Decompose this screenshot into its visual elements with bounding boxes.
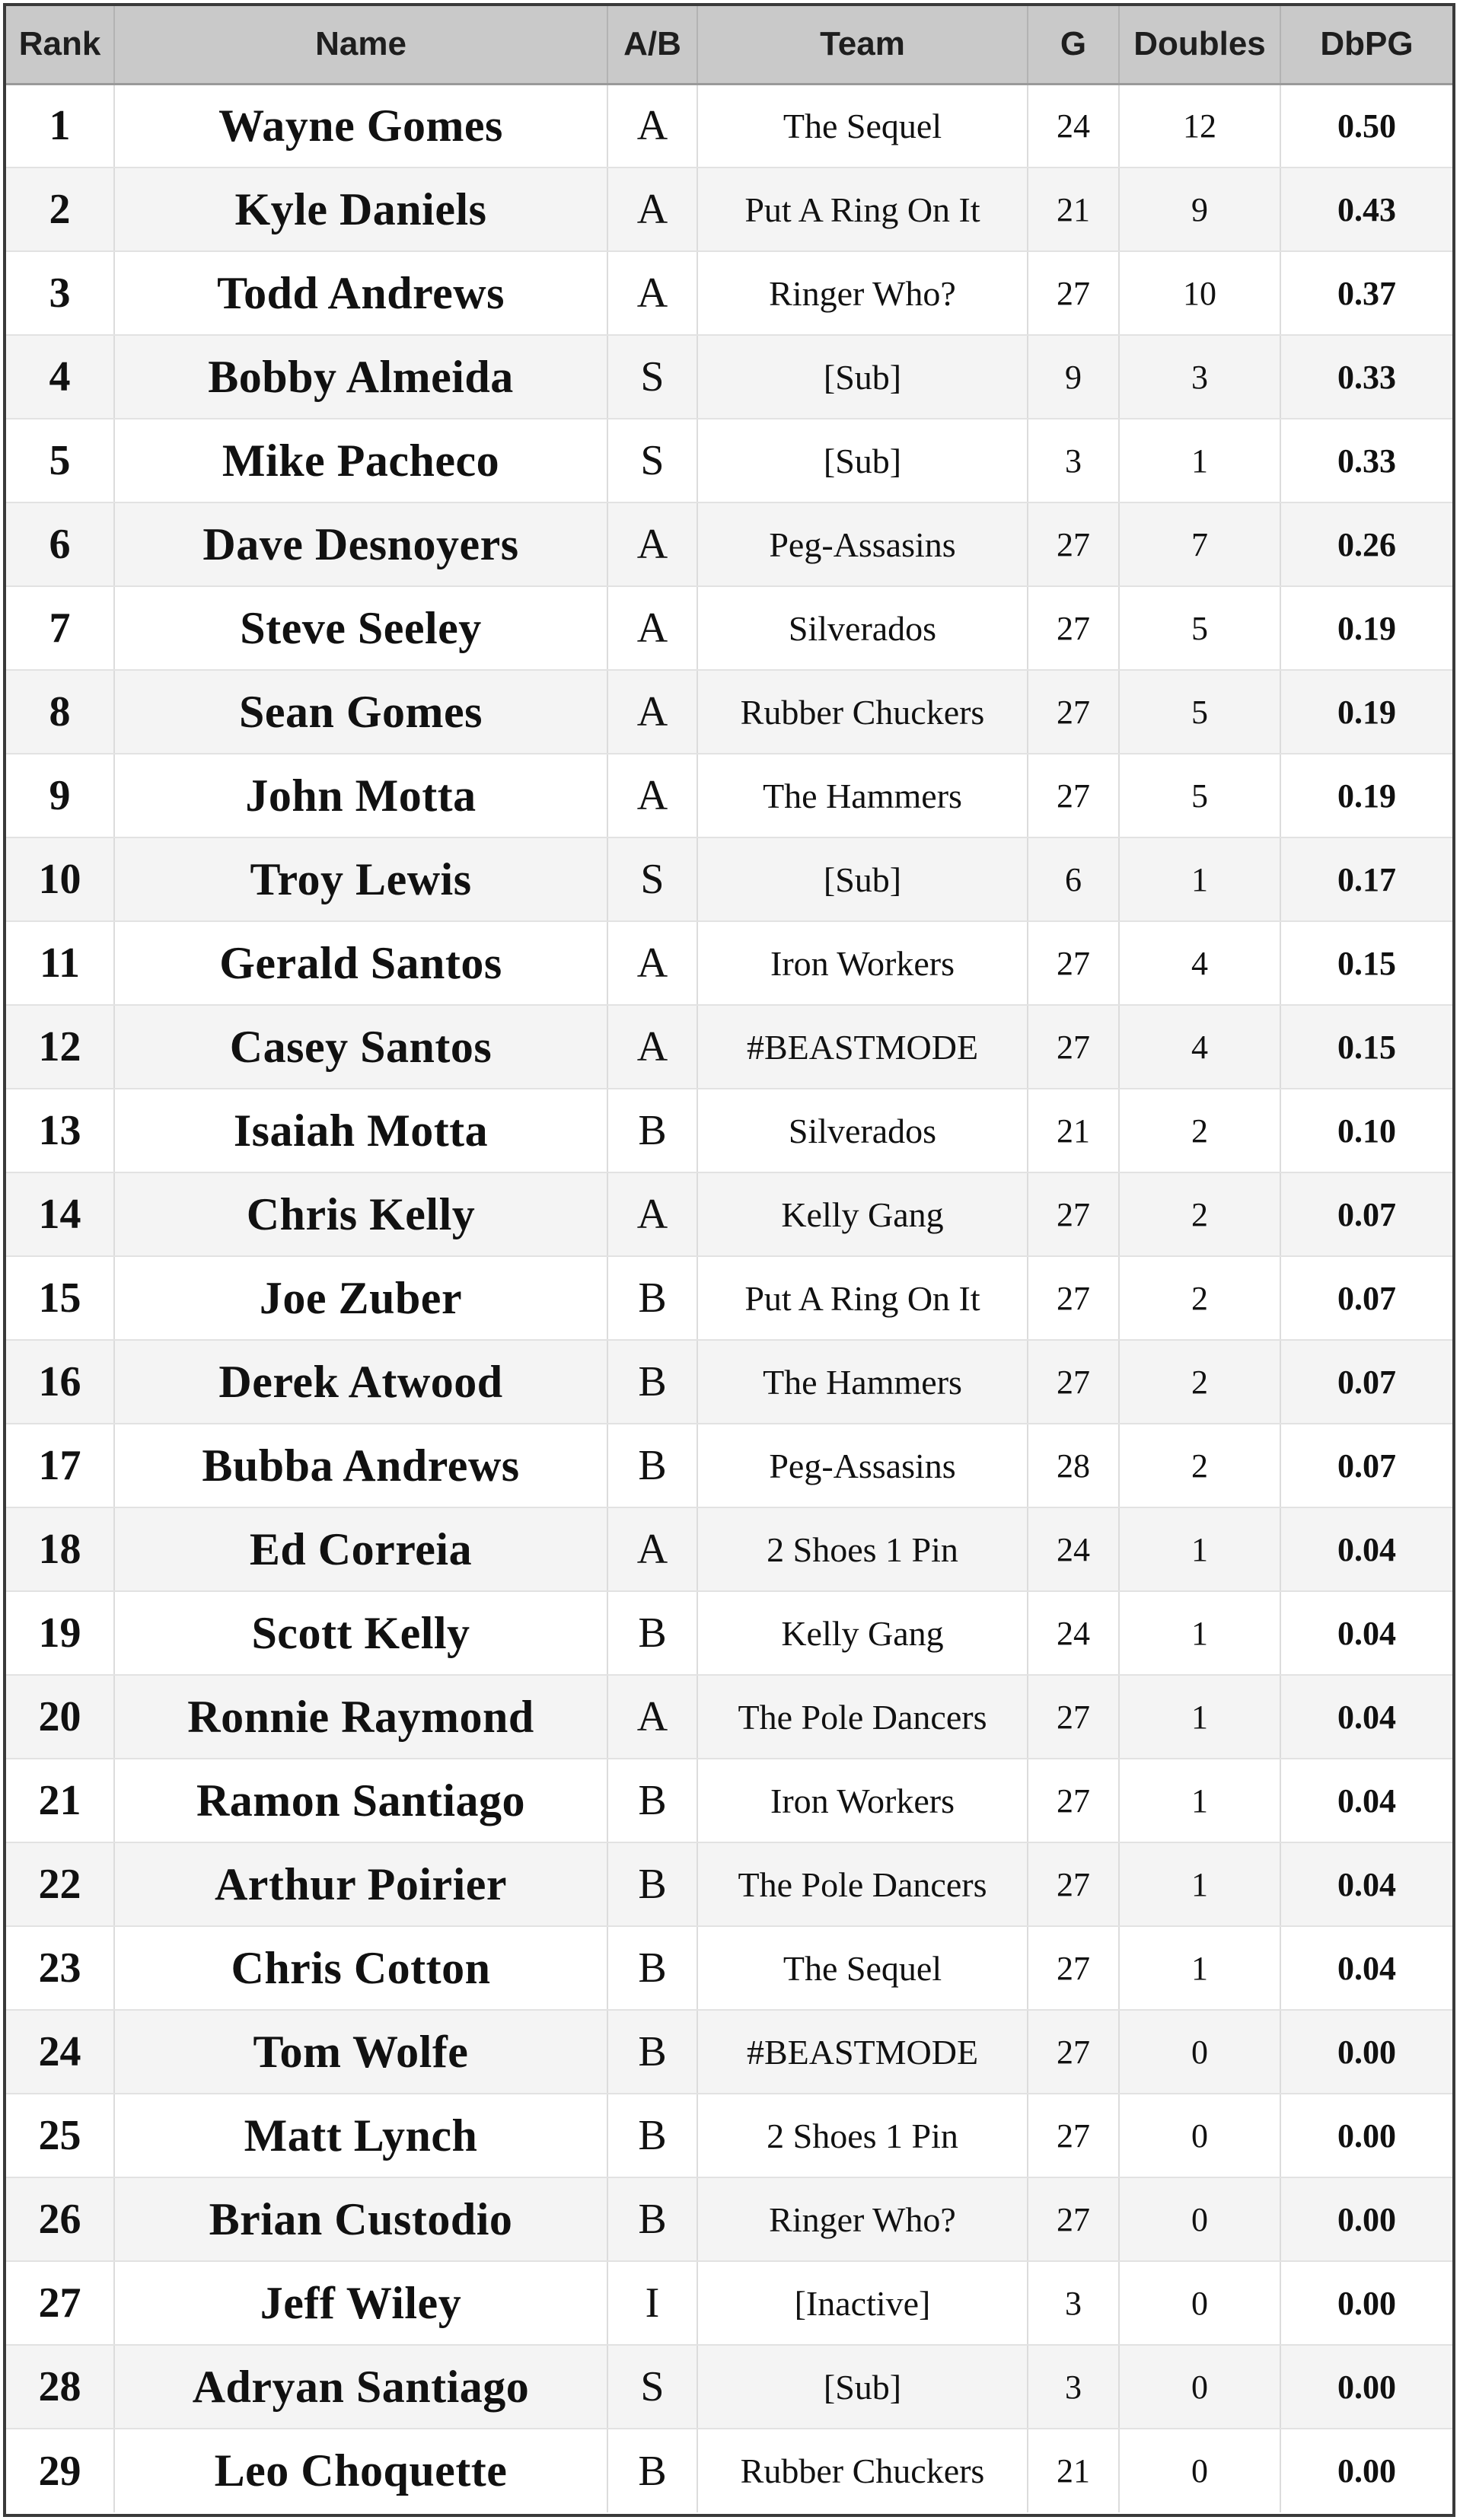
column-header-dbpg: DbPG [1280,6,1452,84]
team-cell: 2 Shoes 1 Pin [697,2094,1028,2177]
table-row [6,921,1452,1005]
rank-cell: 21 [6,1759,114,1842]
column-header-team: Team [697,6,1028,84]
player-name-cell: Troy Lewis [114,837,607,921]
doubles-cell: 1 [1119,1926,1280,2010]
team-cell: [Sub] [697,335,1028,419]
table-row [6,251,1452,335]
player-name-cell: Brian Custodio [114,2177,607,2261]
division-cell: S [607,335,697,419]
games-cell: 27 [1028,754,1119,837]
division-cell: A [607,754,697,837]
player-name-cell: Joe Zuber [114,1256,607,1340]
table-row [6,167,1452,251]
table-row [6,1424,1452,1507]
dbpg-cell: 0.00 [1280,2094,1452,2177]
division-cell: B [607,1424,697,1507]
dbpg-cell: 0.26 [1280,502,1452,586]
doubles-cell: 0 [1119,2261,1280,2345]
table-row [6,2345,1452,2429]
dbpg-cell: 0.00 [1337,2452,1396,2490]
games-cell: 24 [1028,1591,1119,1675]
games-cell: 3 [1028,2345,1119,2429]
doubles-cell: 2 [1119,1256,1280,1340]
table-row [6,1256,1452,1340]
rank-cell: 12 [6,1005,114,1089]
rank-cell: 17 [6,1424,114,1507]
team-cell: [Sub] [697,837,1028,921]
dbpg-cell: 0.19 [1280,586,1452,670]
rank-cell: 19 [6,1591,114,1675]
table-body [6,84,1452,2512]
player-name-cell: Ed Correia [114,1507,607,1591]
team-cell: The Hammers [697,754,1028,837]
dbpg-cell: 0.04 [1280,1842,1452,1926]
doubles-cell: 0 [1119,2094,1280,2177]
dbpg-cell: 0.04 [1280,1759,1452,1842]
games-cell: 27 [1028,1005,1119,1089]
team-cell: #BEASTMODE [697,2010,1028,2094]
dbpg-cell: 0.00 [1280,2177,1452,2261]
dbpg-cell: 0.33 [1280,419,1452,502]
rank-cell: 10 [6,837,114,921]
team-cell: [Inactive] [697,2261,1028,2345]
player-name-cell: Todd Andrews [114,251,607,335]
doubles-cell: 12 [1119,84,1280,167]
player-name-cell: Leo Choquette [114,2429,607,2512]
team-cell: [Sub] [697,419,1028,502]
team-cell: Put A Ring On It [697,1256,1028,1340]
team-cell: Kelly Gang [697,1591,1028,1675]
rank-cell: 4 [6,335,114,419]
rank-cell: 7 [6,586,114,670]
games-cell: 27 [1028,1340,1119,1424]
dbpg-cell: 0.04 [1280,1591,1452,1675]
division-cell: A [607,1675,697,1759]
doubles-cell: 3 [1119,335,1280,419]
table-row [6,335,1452,419]
team-cell: Silverados [697,1089,1028,1172]
player-name-cell: Isaiah Motta [114,1089,607,1172]
team-cell: Silverados [697,586,1028,670]
doubles-cell: 4 [1119,1005,1280,1089]
table-row [6,2429,1452,2512]
division-cell: A [607,251,697,335]
games-cell: 24 [1028,84,1119,167]
table-row [6,2261,1452,2345]
player-name-cell: Dave Desnoyers [114,502,607,586]
games-cell: 6 [1028,837,1119,921]
player-name-cell: Jeff Wiley [114,2261,607,2345]
team-cell: Ringer Who? [697,2177,1028,2261]
games-cell: 27 [1028,1842,1119,1926]
rank-cell: 1 [6,84,114,167]
table-row [6,837,1452,921]
dbpg-cell: 0.15 [1280,1005,1452,1089]
table-row [6,502,1452,586]
player-name-cell: Scott Kelly [114,1591,607,1675]
table-row [6,1591,1452,1675]
division-cell: S [607,2345,697,2429]
division-cell: B [607,1089,697,1172]
team-cell: Iron Workers [697,921,1028,1005]
dbpg-cell: 0.04 [1280,1926,1452,2010]
doubles-cell: 2 [1119,1340,1280,1424]
team-cell: The Hammers [697,1340,1028,1424]
dbpg-cell: 0.00 [1280,2345,1452,2429]
stats-table-container [3,3,1455,2517]
division-cell: A [607,1005,697,1089]
table-row [6,1089,1452,1172]
table-row [6,2177,1452,2261]
column-header-rank: Rank [6,6,114,84]
doubles-cell: 2 [1119,1172,1280,1256]
dbpg-cell: 0.33 [1280,335,1452,419]
division-cell: A [607,1507,697,1591]
doubles-cell: 0 [1119,2345,1280,2429]
team-cell: Rubber Chuckers [697,2429,1028,2512]
games-cell: 27 [1028,1926,1119,2010]
table-row [6,2094,1452,2177]
division-cell: A [607,921,697,1005]
table-row [6,754,1452,837]
doubles-cell: 1 [1119,1591,1280,1675]
doubles-cell: 2 [1119,1089,1280,1172]
rank-cell: 6 [6,502,114,586]
dbpg-cell: 0.07 [1280,1256,1452,1340]
doubles-cell: 10 [1119,251,1280,335]
doubles-cell: 7 [1119,502,1280,586]
doubles-cell: 0 [1119,2177,1280,2261]
games-cell: 27 [1028,2010,1119,2094]
games-cell: 27 [1028,1172,1119,1256]
team-cell: The Sequel [697,84,1028,167]
doubles-cell: 1 [1119,1842,1280,1926]
table-row [6,1507,1452,1591]
rank-cell: 22 [6,1842,114,1926]
dbpg-cell: 0.07 [1280,1340,1452,1424]
dbpg-cell: 0.19 [1280,670,1452,754]
table-row [6,1005,1452,1089]
table-row [6,1675,1452,1759]
table-row [6,84,1452,167]
player-name-cell: Bobby Almeida [114,335,607,419]
header-row [6,6,1452,84]
rank-cell: 29 [6,2429,114,2512]
rank-cell: 18 [6,1507,114,1591]
dbpg-cell: 0.19 [1280,754,1452,837]
rank-cell: 5 [6,419,114,502]
games-cell: 27 [1028,251,1119,335]
games-cell: 24 [1028,1507,1119,1591]
team-cell: Kelly Gang [697,1172,1028,1256]
division-cell: A [607,84,697,167]
doubles-cell: 0 [1119,2010,1280,2094]
column-header-name: Name [114,6,607,84]
team-cell: The Pole Dancers [697,1842,1028,1926]
division-cell: B [607,1256,697,1340]
games-cell: 27 [1028,1675,1119,1759]
division-cell: I [607,2261,697,2345]
games-cell: 27 [1028,2094,1119,2177]
table-row [6,2010,1452,2094]
games-cell: 3 [1028,419,1119,502]
column-header-doubles: Doubles [1119,6,1280,84]
team-cell: Peg-Assasins [697,502,1028,586]
rank-cell: 2 [6,167,114,251]
dbpg-cell: 0.17 [1280,837,1452,921]
doubles-cell: 9 [1119,167,1280,251]
player-name-cell: Gerald Santos [114,921,607,1005]
games-cell: 21 [1028,2429,1119,2512]
rank-cell: 24 [6,2010,114,2094]
team-cell: Ringer Who? [697,251,1028,335]
team-cell: Iron Workers [697,1759,1028,1842]
doubles-cell: 1 [1119,1675,1280,1759]
table-row [6,419,1452,502]
table-header [6,6,1452,84]
division-cell: B [607,1926,697,2010]
division-cell: B [607,1340,697,1424]
rank-cell: 25 [6,2094,114,2177]
games-cell: 27 [1028,2177,1119,2261]
rank-cell: 9 [6,754,114,837]
doubles-cell: 4 [1119,921,1280,1005]
division-cell: A [607,502,697,586]
player-name-cell: Chris Cotton [114,1926,607,2010]
table-row [6,1926,1452,2010]
rank-cell: 27 [6,2261,114,2345]
team-cell: 2 Shoes 1 Pin [697,1507,1028,1591]
team-cell: #BEASTMODE [697,1005,1028,1089]
games-cell: 28 [1028,1424,1119,1507]
player-name-cell: Tom Wolfe [114,2010,607,2094]
dbpg-cell: 0.04 [1280,1675,1452,1759]
doubles-cell: 5 [1119,586,1280,670]
division-cell: S [607,419,697,502]
division-cell: A [607,167,697,251]
games-cell: 27 [1028,921,1119,1005]
table-row [6,1172,1452,1256]
player-name-cell: Bubba Andrews [114,1424,607,1507]
division-cell: A [607,1172,697,1256]
division-cell: B [607,1842,697,1926]
column-header-ab: A/B [607,6,697,84]
division-cell: S [607,837,697,921]
rank-cell: 15 [6,1256,114,1340]
player-name-cell: Casey Santos [114,1005,607,1089]
player-name-cell: Adryan Santiago [114,2345,607,2429]
player-name-cell: Kyle Daniels [114,167,607,251]
rank-cell: 16 [6,1340,114,1424]
team-cell: Rubber Chuckers [697,670,1028,754]
rank-cell: 8 [6,670,114,754]
rank-cell: 20 [6,1675,114,1759]
player-name-cell: Mike Pacheco [114,419,607,502]
player-name-cell: Matt Lynch [114,2094,607,2177]
dbpg-cell: 0.04 [1280,1507,1452,1591]
doubles-cell: 1 [1119,1507,1280,1591]
doubles-cell: 5 [1119,670,1280,754]
division-cell: B [607,2094,697,2177]
doubles-cell: 2 [1119,1424,1280,1507]
division-cell: B [607,2429,697,2512]
table-row [6,1759,1452,1842]
team-cell: The Pole Dancers [697,1675,1028,1759]
division-cell: A [607,670,697,754]
games-cell: 9 [1028,335,1119,419]
doubles-cell: 0 [1119,2429,1280,2512]
table-row [6,1340,1452,1424]
division-cell: B [607,1591,697,1675]
player-name-cell: Derek Atwood [114,1340,607,1424]
division-cell: B [607,1759,697,1842]
games-cell: 21 [1028,1089,1119,1172]
player-name-cell: Wayne Gomes [114,84,607,167]
rank-cell: 23 [6,1926,114,2010]
rank-cell: 28 [6,2345,114,2429]
games-cell: 27 [1028,502,1119,586]
table-row [6,1842,1452,1926]
player-name-cell: Ronnie Raymond [114,1675,607,1759]
dbpg-cell: 0.07 [1280,1172,1452,1256]
dbpg-cell: 0.00 [1280,2261,1452,2345]
table-row [6,670,1452,754]
player-name-cell: Chris Kelly [114,1172,607,1256]
rank-cell: 14 [6,1172,114,1256]
dbpg-cell: 0.50 [1280,84,1452,167]
division-cell: B [607,2010,697,2094]
games-cell: 27 [1028,1256,1119,1340]
dbpg-cell: 0.43 [1280,167,1452,251]
games-cell: 27 [1028,670,1119,754]
division-cell: B [607,2177,697,2261]
rank-cell: 3 [6,251,114,335]
dbpg-cell: 0.00 [1280,2010,1452,2094]
doubles-cell: 1 [1119,419,1280,502]
doubles-cell: 1 [1119,1759,1280,1842]
player-name-cell: Sean Gomes [114,670,607,754]
player-name-cell: John Motta [114,754,607,837]
player-name-cell: Steve Seeley [114,586,607,670]
dbpg-cell: 0.07 [1280,1424,1452,1507]
column-header-games: G [1028,6,1119,84]
rank-cell: 13 [6,1089,114,1172]
division-cell: A [607,586,697,670]
doubles-cell: 5 [1119,754,1280,837]
dbpg-cell: 0.37 [1280,251,1452,335]
doubles-cell: 1 [1119,837,1280,921]
rank-cell: 26 [6,2177,114,2261]
player-name-cell: Arthur Poirier [114,1842,607,1926]
games-cell: 27 [1028,586,1119,670]
dbpg-cell: 0.10 [1280,1089,1452,1172]
dbpg-cell: 0.15 [1280,921,1452,1005]
team-cell: [Sub] [697,2345,1028,2429]
player-name-cell: Ramon Santiago [114,1759,607,1842]
team-cell: Put A Ring On It [697,167,1028,251]
team-cell: The Sequel [697,1926,1028,2010]
rank-cell: 11 [6,921,114,1005]
games-cell: 27 [1028,1759,1119,1842]
games-cell: 21 [1028,167,1119,251]
doubles-stats-table [6,6,1452,2512]
table-row [6,586,1452,670]
games-cell: 3 [1028,2261,1119,2345]
team-cell: Peg-Assasins [697,1424,1028,1507]
